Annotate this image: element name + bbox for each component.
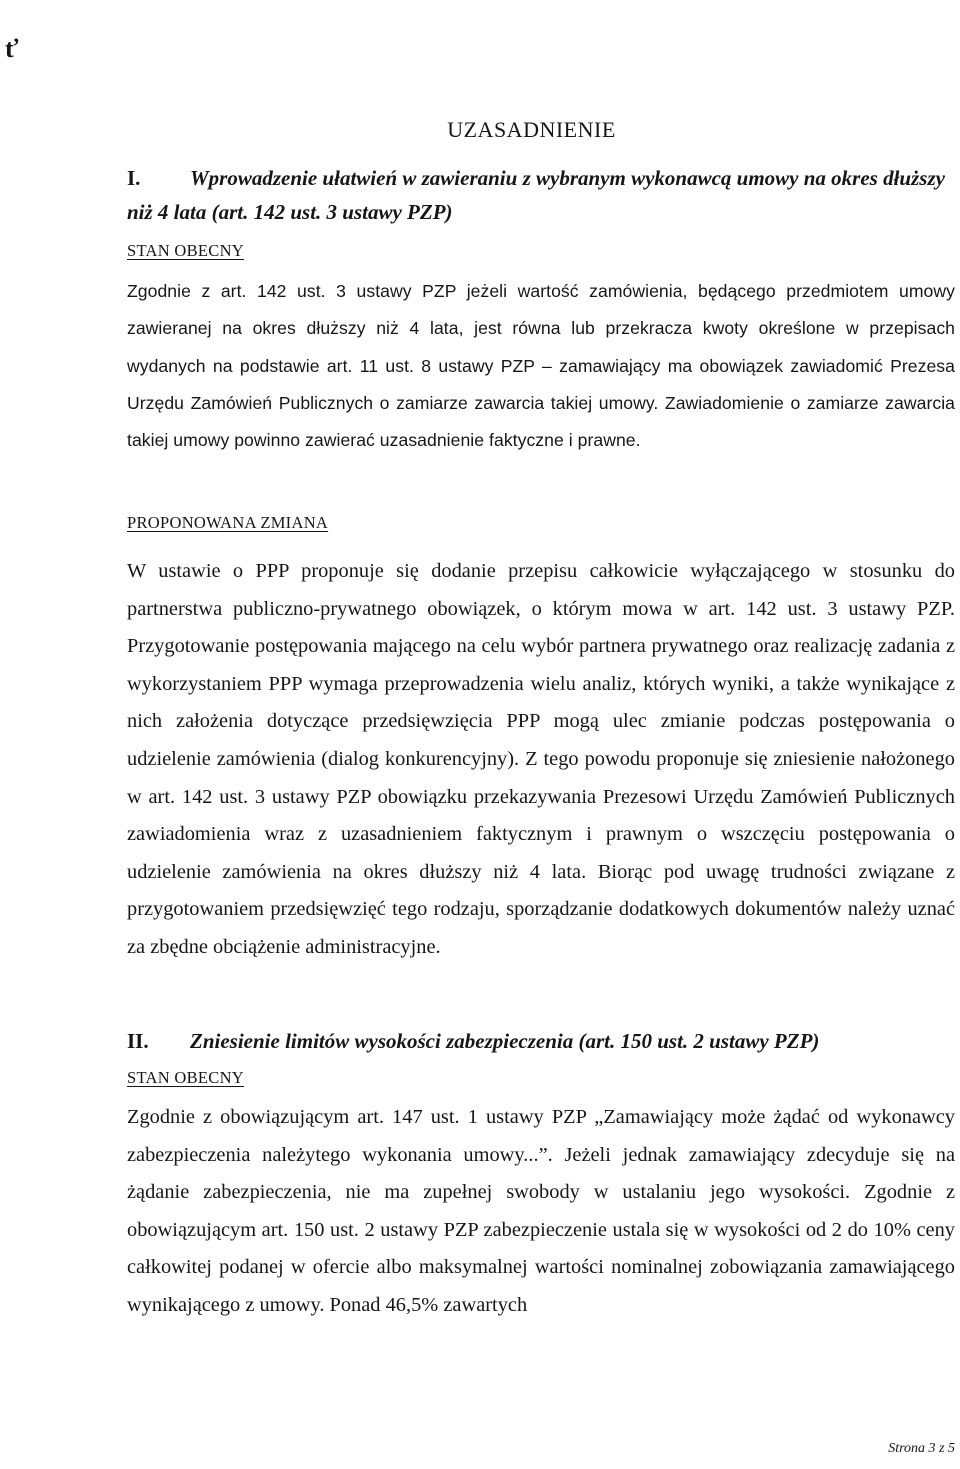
document-title: UZASADNIENIE bbox=[447, 117, 616, 142]
section-1-heading bbox=[127, 161, 955, 229]
section-1-proposed-change-text: W ustawie o PPP proponuje się dodanie przepisu całkowicie wyłączającego w stosunku do partnerstwa publiczno-prywatnego obowiązek, o którym mowa w art. 142 ust. 3 ustawy PZP. Przygotowanie postępowania mającego na celu wybór partnera prywatnego oraz realizację zadania z wykorzystaniem PPP wymaga przeprowadzenia wielu analiz, których wyniki, a także wynikające z nich założenia dotyczące przedsięwzięcia PPP mogą ulec zmianie podczas postępowania o udzielenie zamówienia (dialog konkurencyjny). Z tego powodu proponuje się zniesienie nałożonego w art. 142 ust. 3 ustawy PZP obowiązku przekazywania Prezesowi Urzędu Zamówień Publicznych zawiadomienia wraz z uzasadnieniem faktycznym i prawnym o wszczęciu postępowania o udzielenie zamówienia na okres dłuższy niż 4 lata. Biorąc pod uwagę trudności związane z przygotowaniem przedsięwzięć tego rodzaju, sporządzanie dodatkowych dokumentów należy uznać za zbędne obciążenie administracyjne. bbox=[127, 560, 955, 958]
section-1-current-state-label: STAN OBECNY bbox=[127, 241, 245, 260]
section-2-current-state-text: Zgodnie z obowiązującym art. 147 ust. 1 ustawy PZP „Zamawiający może żądać od wykonawcy zabezpieczenia należytego wykonania umowy...”. Jeżeli jednak zamawiający zdecyduje się na żądanie zabezpieczenia, nie ma zupełnej swobody w ustalaniu jego wysokości. Zgodnie z obowiązującym art. 150 ust. 2 ustawy PZP zabezpieczenie ustala się w wysokości od 2 do 10% ceny całkowitej podanej w ofercie albo maksymalnej wartości nominalnej zobowiązania zamawiającego wynikającego z umowy. Ponad 46,5% zawartych bbox=[127, 1106, 955, 1316]
section-1-current-state-text: Zgodnie z art. 142 ust. 3 ustawy PZP jeżeli wartość zamówienia, będącego przedmiotem umowy zawieranej na okres dłuższy niż 4 lata, jest równa lub przekracza kwoty określone w przepisach wydanych na podstawie art. 11 ust. 8 ustawy PZP – zamawiający ma obowiązek zawiadomić Prezesa Urzędu Zamówień Publicznych o zamiarze zawarcia takiej umowy. Zawiadomienie o zamiarze zawarcia takiej umowy powinno zawierać uzasadnienie faktyczne i prawne. bbox=[127, 281, 955, 451]
section-2-heading bbox=[127, 1024, 955, 1058]
section-1-proposed-change-label: PROPONOWANA ZMIANA bbox=[127, 513, 329, 532]
section-2-current-state-label: STAN OBECNY bbox=[127, 1068, 245, 1087]
section-1-number: I. bbox=[127, 166, 141, 190]
section-1-heading-text: Wprowadzenie ułatwień w zawieraniu z wybranym wykonawcą umowy na okres dłuższy niż 4 lata (art. 142 ust. 3 ustawy PZP) bbox=[127, 166, 945, 224]
section-2-heading-text: Zniesienie limitów wysokości zabezpieczenia (art. 150 ust. 2 ustawy PZP) bbox=[190, 1029, 820, 1053]
corner-mark: ť bbox=[5, 34, 19, 63]
page-number-footer: Strona 3 z 5 bbox=[888, 1441, 955, 1456]
section-2-number: II. bbox=[127, 1029, 149, 1053]
